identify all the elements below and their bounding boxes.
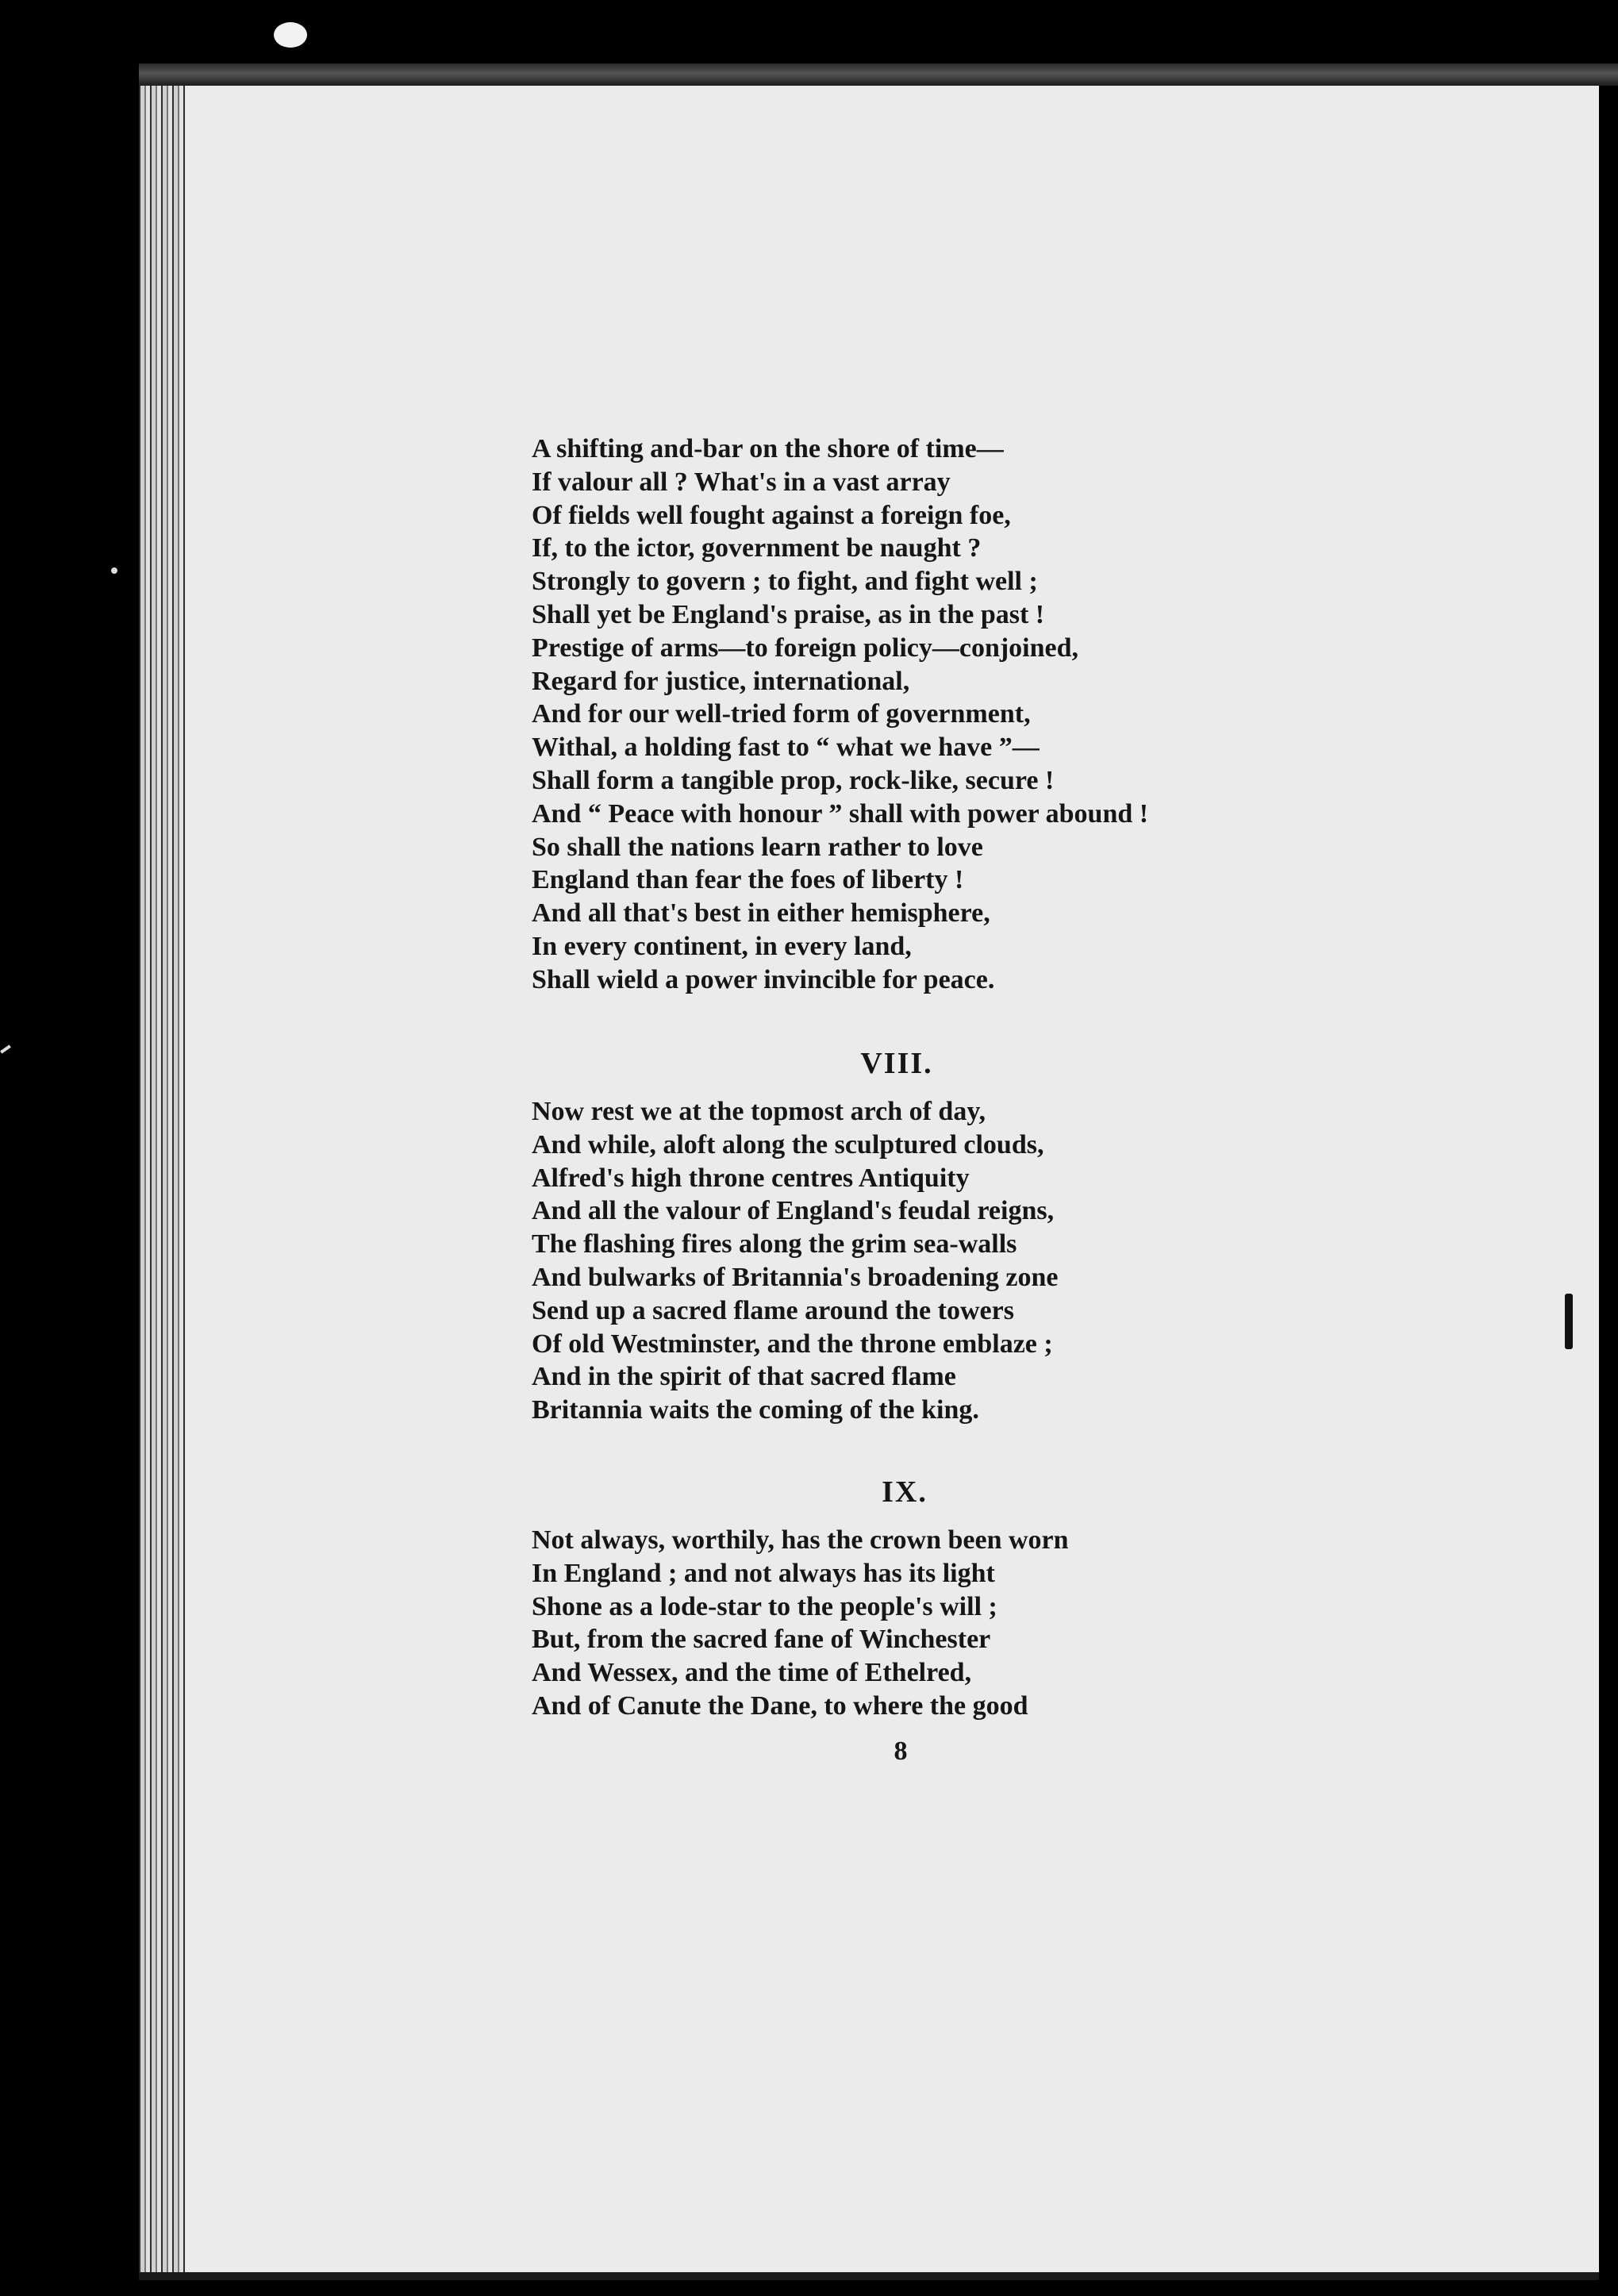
poem-line: And Wessex, and the time of Ethelred, [532, 1658, 972, 1688]
poem-line: Not always, worthily, has the crown been worn [532, 1525, 1069, 1555]
poem-line: The flashing fires along the grim sea-walls [532, 1229, 1017, 1260]
poem-line: But, from the sacred fane of Winchester [532, 1625, 991, 1655]
poem-line: Send up a sacred flame around the towers [532, 1295, 1014, 1325]
page-margin-mark [1565, 1294, 1573, 1349]
poem-line: And while, aloft along the sculptured clouds, [532, 1129, 1044, 1160]
poem-line: And “ Peace with honour ” shall with power abound ! [532, 798, 1149, 829]
stanza-continued [532, 433, 1325, 997]
poem-line: And for our well-tried form of government, [532, 699, 1031, 729]
scan-artifact [274, 22, 307, 48]
poem-line: Of old Westminster, and the throne emblaze ; [532, 1329, 1053, 1359]
poem-line: Shall yet be England's praise, as in the past ! [532, 599, 1045, 629]
stanza-ix [532, 1524, 1325, 1723]
poem-line: England than fear the foes of liberty ! [532, 865, 964, 895]
poem-line: And bulwarks of Britannia's broadening zone [532, 1262, 1059, 1292]
poem-line: Withal, a holding fast to “ what we have ”— [532, 733, 1040, 763]
poem-line: If valour all ? What's in a vast array [532, 467, 951, 497]
poem-line: And in the spirit of that sacred flame [532, 1362, 956, 1392]
poem-line: Now rest we at the topmost arch of day, [532, 1097, 986, 1126]
poem-line: If, to the ictor, government be naught ? [532, 533, 982, 563]
page-stack-edges [139, 86, 185, 2280]
poem-line: And all that's best in either hemisphere, [532, 898, 990, 929]
poem-line: Of fields well fought against a foreign foe, [532, 500, 1011, 530]
scan-speck [111, 567, 117, 574]
poem-line: Britannia waits the coming of the king. [532, 1395, 979, 1425]
poem-line: In England ; and not always has its light [532, 1558, 995, 1588]
poem-line: In every continent, in every land, [532, 931, 912, 961]
poem-line: So shall the nations learn rather to love [532, 832, 983, 862]
section-heading-viii: VIII. [860, 1047, 933, 1080]
section-heading-ix: IX. [882, 1475, 928, 1509]
book-top-edge [139, 63, 1618, 86]
poem-line: Strongly to govern ; to fight, and fight well ; [532, 567, 1038, 597]
poem-line: And of Canute the Dane, to where the good [532, 1690, 1028, 1721]
poem-line: And all the valour of England's feudal reigns, [532, 1196, 1055, 1226]
poem-line: Regard for justice, international, [532, 666, 910, 696]
page-number: 8 [894, 1736, 908, 1766]
stanza-viii [532, 1095, 1325, 1427]
poem-line: Alfred's high throne centres Antiquity [532, 1163, 970, 1193]
page-bottom-edge [139, 2272, 1599, 2280]
poem-line: Prestige of arms—to foreign policy—conjoined, [532, 633, 1079, 663]
poem-line: Shall form a tangible prop, rock-like, secure ! [532, 765, 1055, 795]
poem-line: Shone as a lode-star to the people's will ; [532, 1591, 997, 1621]
scan-speck [0, 1044, 11, 1053]
poem-line: Shall wield a power invincible for peace. [532, 964, 995, 994]
poem-line: A shifting and-bar on the shore of time— [532, 434, 1004, 463]
